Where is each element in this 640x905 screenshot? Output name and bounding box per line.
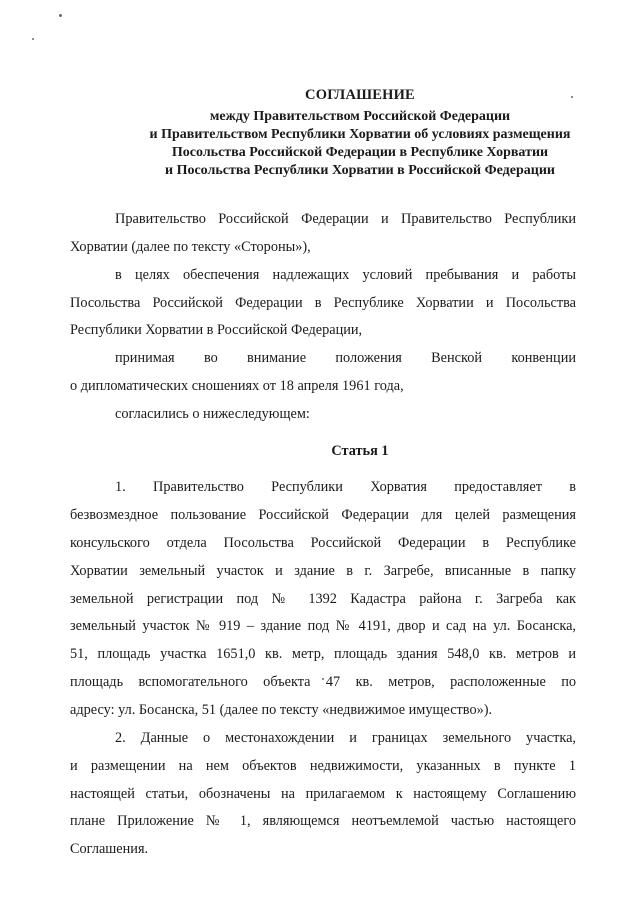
- scan-speck: [32, 38, 34, 40]
- scan-speck: [59, 14, 62, 17]
- preamble-line: согласились о нижеследующем:: [115, 406, 310, 422]
- article-line: консульского отдела Посольства Российской Федерации в Республике: [70, 535, 576, 551]
- article-line: адресу: ул. Босанска, 51 (далее по тексту «недвижимое имущество»).: [70, 702, 493, 718]
- article-line: Соглашения.: [70, 841, 149, 857]
- article-line: безвозмездное пользование Российской Федерации для целей размещения: [70, 507, 576, 523]
- preamble-line: Посольства Российской Федерации в Республике Хорватии и Посольства: [70, 295, 576, 311]
- preamble-line: принимая во внимание положения Венской конвенции: [115, 350, 576, 366]
- preamble-line: Хорватии (далее по тексту «Стороны»),: [70, 239, 311, 255]
- article-line: 2. Данные о местонахождении и границах земельного участка,: [115, 730, 576, 746]
- document-title: СОГЛАШЕНИЕ: [305, 87, 415, 103]
- subtitle-line: и Правительством Республики Хорватии об условиях размещения: [149, 127, 571, 142]
- subtitle-line: и Посольства Республики Хорватии в Российской Федерации: [165, 163, 555, 178]
- article-line: земельный участок № 919 – здание под № 4191, двор и сад на ул. Босанска,: [70, 618, 576, 634]
- article-line: площадь вспомогательного объекта 47 кв. метров, расположенные по: [70, 674, 576, 690]
- article-title: Статья 1: [331, 443, 389, 459]
- article-line: настоящей статьи, обозначены на прилагаемом к настоящему Соглашению: [70, 786, 576, 802]
- subtitle-line: между Правительством Российской Федерации: [209, 109, 511, 124]
- preamble-line: в целях обеспечения надлежащих условий пребывания и работы: [115, 267, 576, 283]
- article-line: 51, площадь участка 1651,0 кв. метр, площадь здания 548,0 кв. метров и: [70, 646, 576, 662]
- article-line: Хорватии земельный участок и здание в г. Загребе, вписанные в папку: [70, 563, 576, 579]
- article-line: и размещении на нем объектов недвижимости, указанных в пункте 1: [70, 758, 576, 774]
- article-line: земельной регистрации под № 1392 Кадастра района г. Загреба как: [70, 591, 576, 607]
- preamble-line: Правительство Российской Федерации и Правительство Республики: [115, 211, 576, 227]
- preamble-line: Республики Хорватии в Российской Федерации,: [70, 322, 363, 338]
- preamble-line: о дипломатических сношениях от 18 апреля 1961 года,: [70, 378, 404, 394]
- subtitle-line: Посольства Российской Федерации в Республике Хорватии: [171, 145, 549, 160]
- article-line: 1. Правительство Республики Хорватия предоставляет в: [115, 479, 576, 495]
- article-line: плане Приложение № 1, являющемся неотъемлемой частью настоящего: [70, 813, 576, 829]
